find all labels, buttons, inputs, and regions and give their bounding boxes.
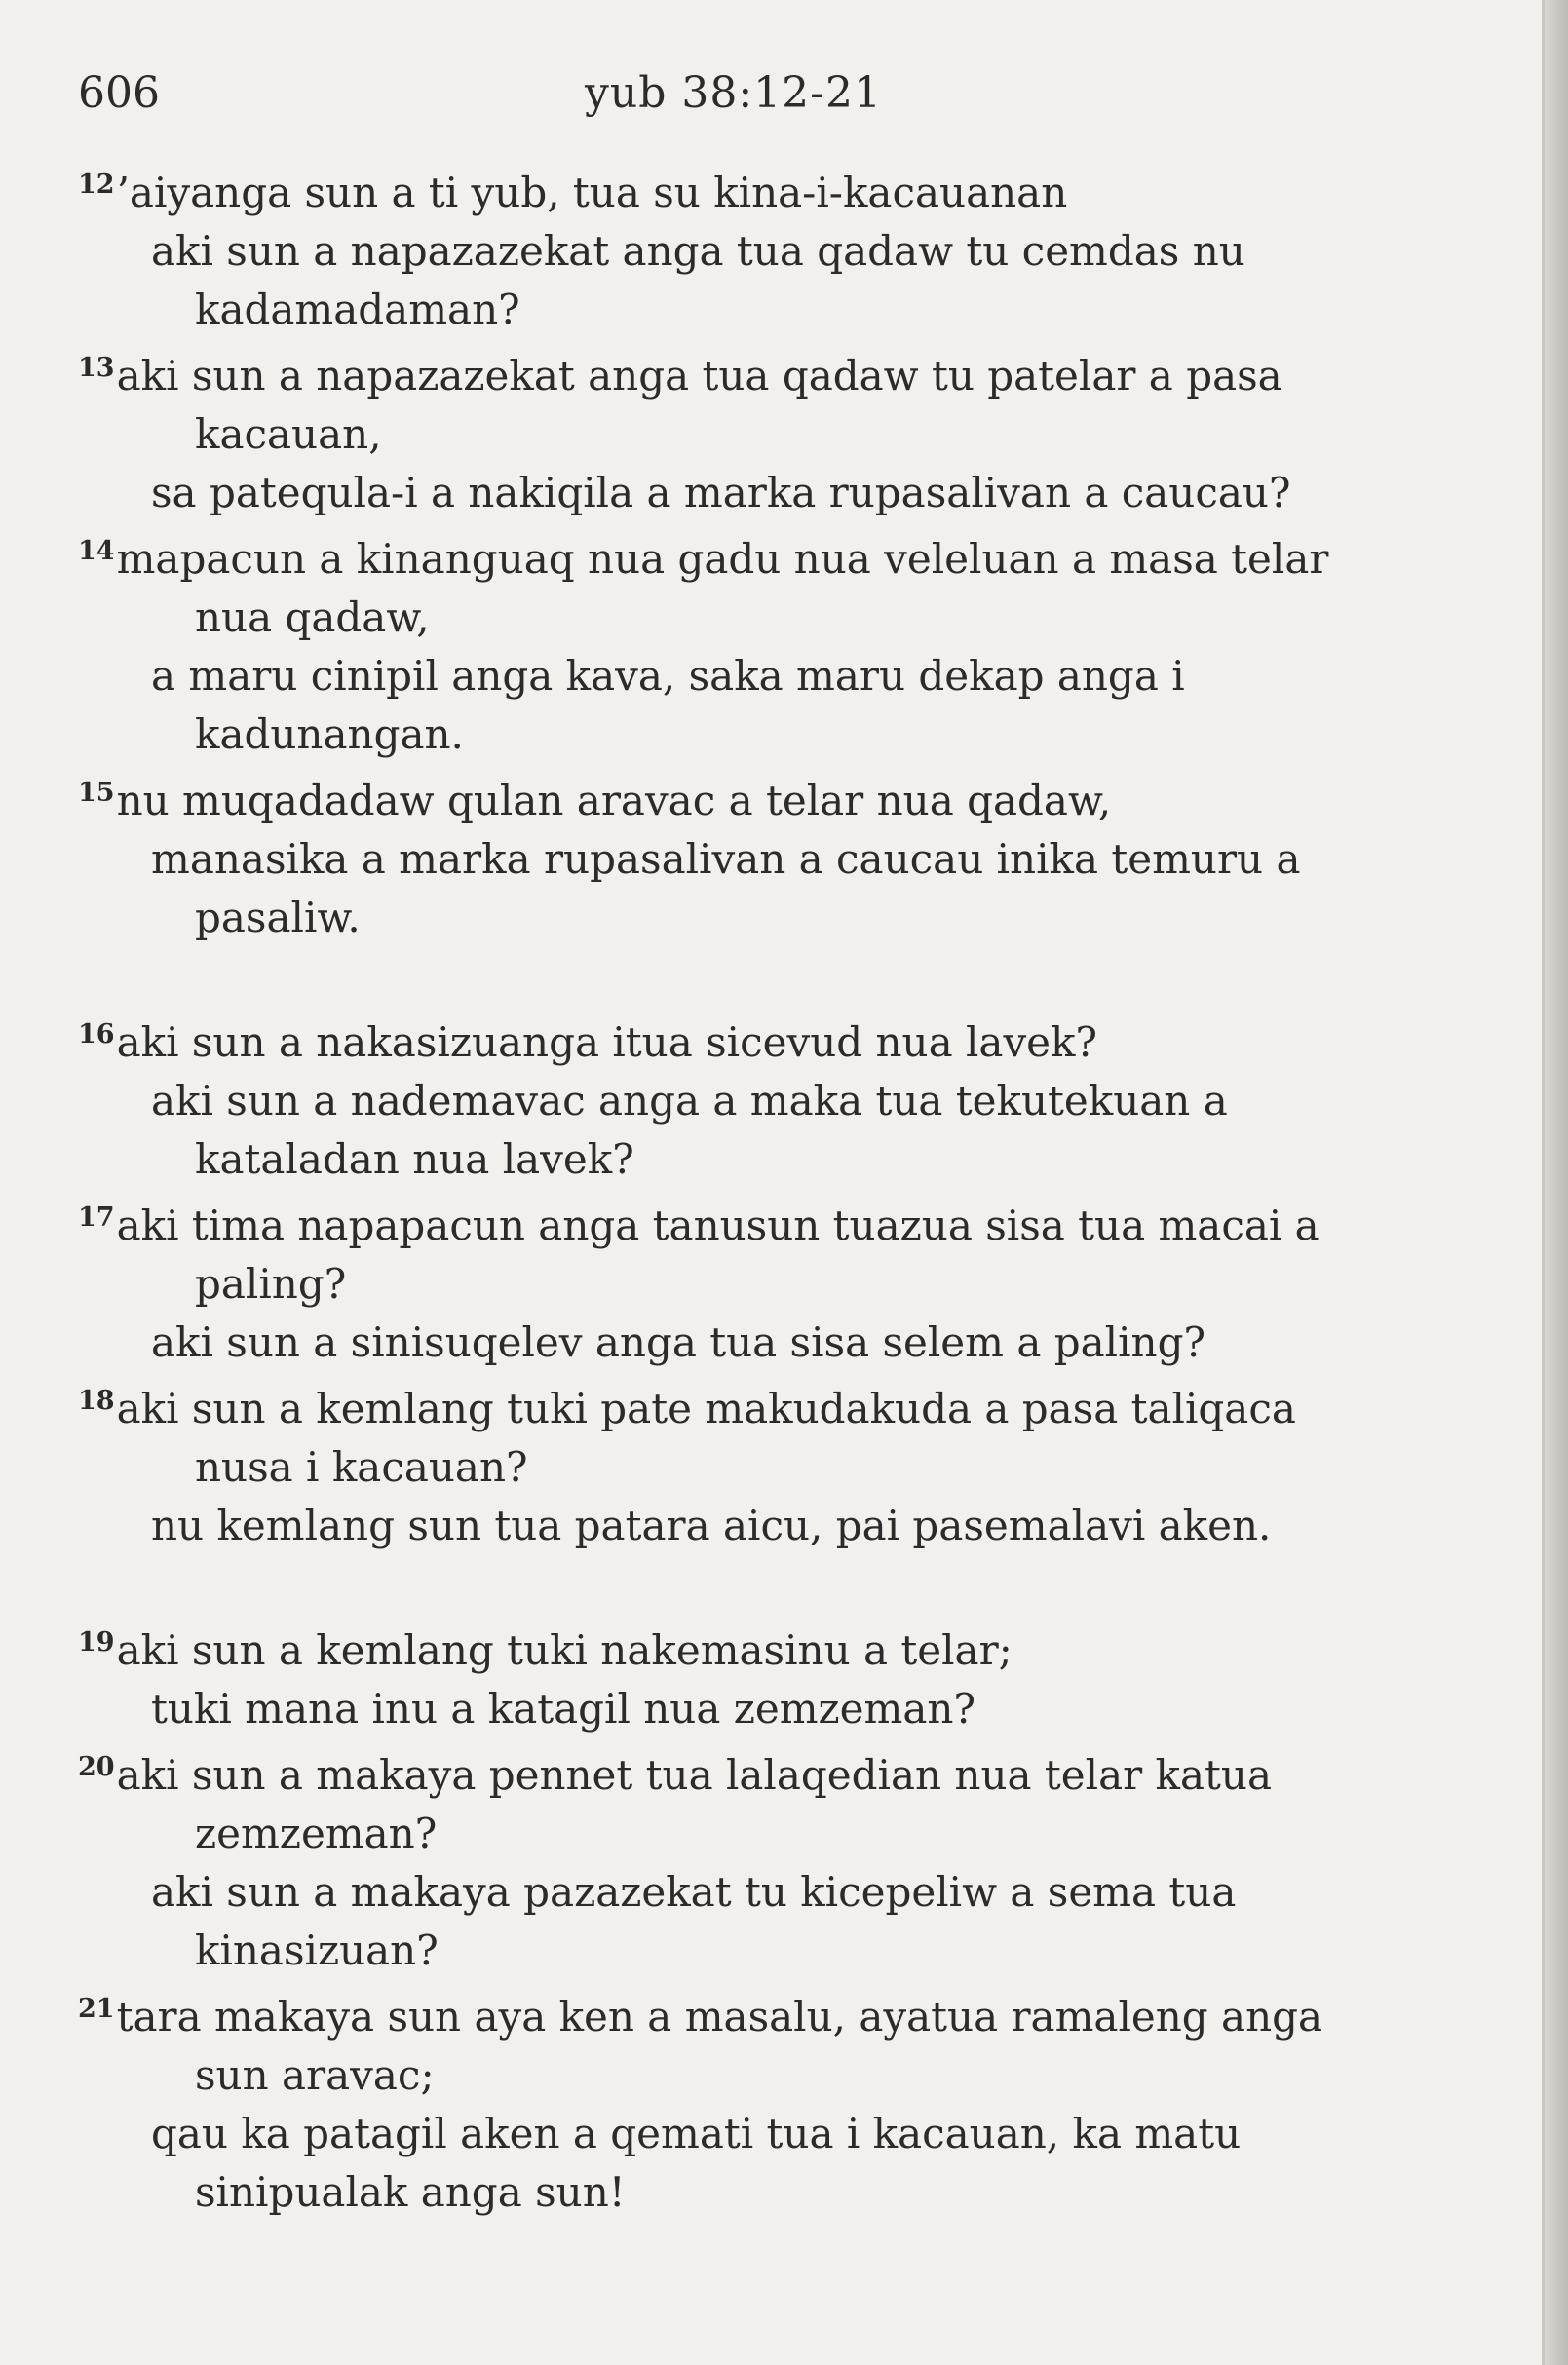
- page-header: [0, 60, 1568, 129]
- verse-line: [78, 169, 1067, 216]
- verse-line: kadunangan.: [195, 710, 464, 758]
- page-edge-line: [1542, 0, 1545, 2365]
- verse-19: [78, 1614, 1384, 1738]
- verse-line: [78, 1202, 1319, 1249]
- verse-21: [78, 1980, 1384, 2222]
- scripture-text: [78, 156, 1384, 2222]
- verse-line: sinipualak anga sun!: [195, 2168, 626, 2216]
- verse-line: tuki mana inu a katagil nua zemzeman?: [151, 1685, 975, 1733]
- verse-number: 16: [78, 1019, 115, 1049]
- verse-line: [78, 777, 1111, 824]
- verse-text: tara makaya sun aya ken a masalu, ayatua ramaleng anga: [116, 1993, 1323, 2041]
- verse-line: kadamadaman?: [195, 286, 520, 333]
- verse-number: 21: [78, 1994, 115, 2024]
- verse-line: manasika a marka rupasalivan a caucau inika temuru a: [151, 835, 1301, 883]
- verse-17: [78, 1189, 1384, 1372]
- verse-number: 20: [78, 1752, 115, 1782]
- running-head: yub 38:12-21: [585, 68, 883, 118]
- verse-18: [78, 1372, 1384, 1555]
- verse-line: [78, 535, 1328, 583]
- verse-line: sun aravac;: [195, 2051, 435, 2099]
- verse-16: [78, 1006, 1384, 1189]
- verse-line: paling?: [195, 1260, 347, 1308]
- verse-text: ’aiyanga sun a ti yub, tua su kina-i-kacauanan: [116, 169, 1068, 216]
- verse-line: [78, 1993, 1322, 2041]
- verse-line: [78, 352, 1282, 400]
- page-number: 606: [78, 68, 160, 118]
- verse-20: [78, 1738, 1384, 1980]
- verse-number: 19: [78, 1627, 115, 1658]
- verse-line: [78, 1018, 1097, 1066]
- verse-text: aki sun a nakasizuanga itua sicevud nua lavek?: [116, 1018, 1097, 1066]
- verse-number: 14: [78, 536, 115, 566]
- verse-line: nu kemlang sun tua patara aicu, pai pasemalavi aken.: [151, 1502, 1272, 1549]
- verse-number: 17: [78, 1202, 115, 1233]
- verse-line: [78, 1385, 1296, 1432]
- verse-line: sa patequla-i a nakiqila a marka rupasalivan a caucau?: [151, 469, 1291, 516]
- verse-text: aki sun a napazazekat anga tua qadaw tu patelar a pasa: [116, 352, 1282, 400]
- verse-line: qau ka patagil aken a qemati tua i kacauan, ka matu: [151, 2110, 1242, 2157]
- verse-text: mapacun a kinanguaq nua gadu nua veleluan a masa telar: [116, 535, 1329, 583]
- verse-number: 18: [78, 1386, 115, 1416]
- verse-text: aki sun a makaya pennet tua lalaqedian nua telar katua: [116, 1751, 1272, 1799]
- verse-line: kataladan nua lavek?: [195, 1135, 634, 1183]
- verse-line: [78, 1751, 1272, 1799]
- verse-line: aki sun a makaya pazazekat tu kicepeliw a sema tua: [151, 1868, 1237, 1916]
- verse-number: 13: [78, 353, 115, 383]
- verse-15: [78, 764, 1384, 947]
- verse-line: kacauan,: [195, 410, 382, 458]
- verse-text: nu muqadadaw qulan aravac a telar nua qadaw,: [116, 777, 1112, 824]
- verse-13: [78, 339, 1384, 522]
- verse-text: aki sun a kemlang tuki nakemasinu a telar;: [116, 1626, 1013, 1674]
- verse-line: [78, 1626, 1013, 1674]
- verse-12: [78, 156, 1384, 339]
- verse-number: 12: [78, 170, 115, 200]
- page-edge: [1545, 0, 1568, 2365]
- verse-line: nusa i kacauan?: [195, 1443, 528, 1491]
- verse-line: zemzeman?: [195, 1810, 438, 1857]
- verse-line: aki sun a napazazekat anga tua qadaw tu cemdas nu: [151, 227, 1245, 275]
- verse-text: aki sun a kemlang tuki pate makudakuda a pasa taliqaca: [116, 1385, 1296, 1432]
- verse-line: aki sun a nademavac anga a maka tua tekutekuan a: [151, 1077, 1228, 1125]
- verse-line: a maru cinipil anga kava, saka maru dekap anga i: [151, 652, 1185, 700]
- verse-text: aki tima napapacun anga tanusun tuazua sisa tua macai a: [116, 1202, 1319, 1249]
- verse-line: kinasizuan?: [195, 1926, 439, 1974]
- verse-line: pasaliw.: [195, 894, 361, 941]
- verse-number: 15: [78, 778, 115, 808]
- verse-line: nua qadaw,: [195, 593, 430, 641]
- verse-line: aki sun a sinisuqelev anga tua sisa selem a paling?: [151, 1318, 1205, 1366]
- verse-14: [78, 522, 1384, 764]
